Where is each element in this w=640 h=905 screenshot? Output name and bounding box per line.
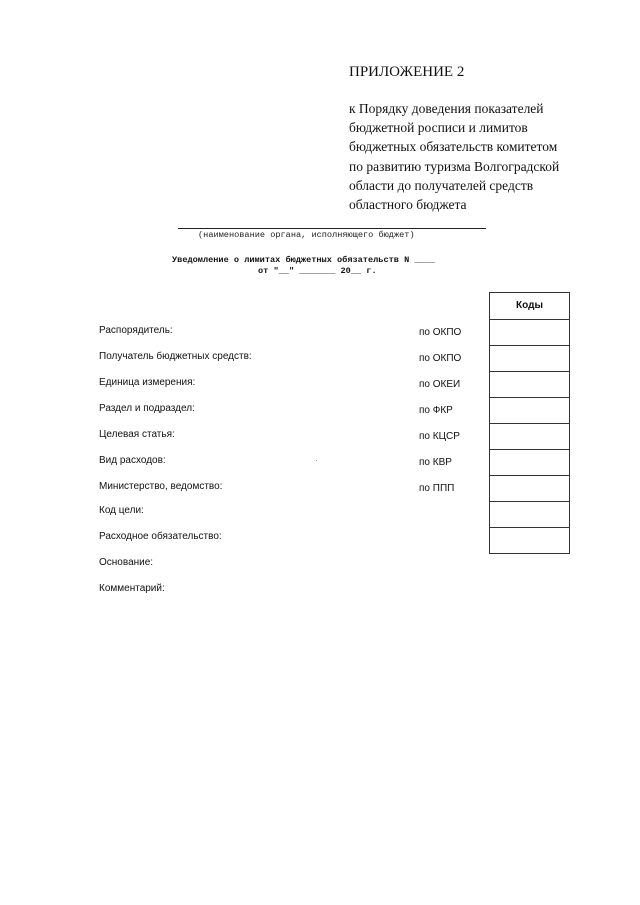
code-cell-okpo-1 [489,320,570,346]
field-label-ministry: Министерство, ведомство: [99,481,223,492]
appendix-line: бюджетных обязательств комитетом [349,139,558,155]
field-label-target-article: Целевая статья: [99,429,175,440]
field-code-fkr: по ФКР [419,405,453,416]
appendix-line: по развитию туризма Волгоградской [349,158,560,174]
appendix-text [349,99,609,214]
code-cell-kcsr [489,424,570,450]
appendix-line: к Порядку доведения показателей [349,101,544,116]
field-label-goal-code: Код цели: [99,505,144,516]
appendix-title: ПРИЛОЖЕНИЕ 2 [349,64,465,80]
codes-header: Коды [489,292,570,320]
field-label-recipient: Получатель бюджетных средств: [99,351,252,362]
field-label-comment: Комментарий: [99,583,165,594]
appendix-line: бюджетной росписи и лимитов [349,120,528,136]
field-label-obligation: Расходное обязательство: [99,531,222,542]
code-cell-kvr [489,450,570,476]
field-code-okei: по ОКЕИ [419,379,461,390]
notice-date: от "__" _______ 20__ г. [258,266,377,276]
field-label-rasporyaditel: Распорядитель: [99,325,173,336]
code-cell-fkr [489,398,570,424]
org-name-line [178,228,486,229]
org-name-caption: (наименование органа, исполняющего бюджет) [198,230,415,240]
code-cell-okei [489,372,570,398]
codes-table [489,292,570,554]
code-cell-ppp [489,476,570,502]
field-label-unit: Единица измерения: [99,377,196,388]
field-code-kcsr: по КЦСР [419,431,460,442]
code-cell-goal [489,502,570,528]
field-code-okpo: по ОКПО [419,327,462,338]
code-cell-obligation [489,528,570,554]
field-label-section: Раздел и подраздел: [99,403,195,414]
field-code-kvr: по КВР [419,457,452,468]
scan-speck [316,460,317,461]
appendix-line: областного бюджета [349,197,467,213]
notice-title: Уведомление о лимитах бюджетных обязательств N ____ [172,255,436,265]
code-cell-okpo-2 [489,346,570,372]
field-code-okpo: по ОКПО [419,353,462,364]
field-label-expense-type: Вид расходов: [99,455,166,466]
field-code-ppp: по ППП [419,483,455,494]
field-label-basis: Основание: [99,557,154,568]
appendix-line: области до получателей средств [349,177,534,193]
